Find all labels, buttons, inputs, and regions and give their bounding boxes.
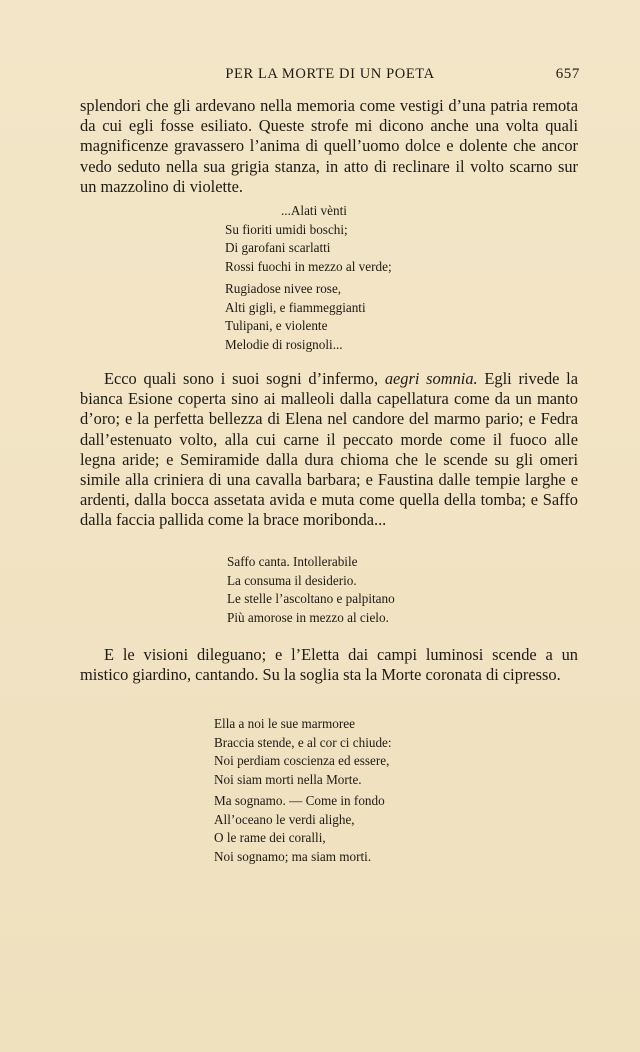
paragraph-1: splendori che gli ardevano nella memoria come vestigi d’una patria remota da cui egli fosse esiliato. Queste strofe mi dicono anche una volta quali magnificenze gravassero l’anima di quell’uomo dolce e dolente che ancor vedo seduto nella sua grigia stanza, in atto di reclinare il volto scarno sur un mazzolino di violette. [80,96,578,196]
verse-line: La consuma il desiderio. [227,572,357,588]
page-number: 657 [555,66,580,82]
paragraph-2-start: Ecco quali sono i suoi sogni d’infermo, [104,369,385,388]
verse-line: Più amorose in mezzo al cielo. [227,609,389,625]
verse-line: O le rame dei coralli, [214,830,326,845]
verse-line: Su fioriti umidi boschi; [225,221,348,237]
verse-line: Rossi fuochi in mezzo al verde; [225,258,392,274]
verse-line: Alti gigli, e fiammeggianti [225,299,366,315]
stanza-3 [227,553,395,627]
page-header [80,66,580,86]
verse-line: All’oceano le verdi alighe, [214,811,355,827]
verse-line: Noi siam morti nella Morte. [214,771,362,787]
paragraph-2 [80,369,578,531]
paragraph-3-text: E le visioni dileguano; e l’Eletta dai campi luminosi scende a un mistico giardino, cantando. Su la soglia sta la Morte coronata di cipresso. [80,645,578,685]
verse-line: Melodie di rosignoli... [225,336,343,352]
stanza-4 [214,715,392,789]
verse-line: Saffo canta. Intollerabile [227,554,358,569]
verse-line: Tulipani, e violente [225,318,328,333]
verse-line: Le stelle l’ascoltano e palpitano [227,591,395,606]
verse-line: Noi perdiam coscienza ed essere, [214,753,390,768]
stanza-5 [214,792,385,866]
paragraph-2-rest: Egli rivede la bianca Esione coperta sino ai malleoli dalla capellatura come da un manto d’oro; e la perfetta bellezza di Elena nel candore del marmo pario; e Fedra dall’estenuato volto, alla cui carne il peccato morde come il fuoco alle legna aride; e Semiramide dalla dura chioma che le scende su gli omeri simile alla criniera di una cavalla barbara; e Faustina dalle tempie larghe e ardenti, dalla bocca assetata avida e muta come quella della tomba; e Saffo dalla faccia pallida come la brace moribonda... [80,369,579,530]
verse-line: Di garofani scarlatti [225,240,331,255]
verse-line: Ma sognamo. — Come in fondo [214,793,385,808]
stanza-1 [225,202,392,276]
italic-phrase: aegri somnia. [384,369,478,388]
running-title: PER LA MORTE DI UN POETA [225,66,435,82]
verse-line: ...Alati vènti [281,203,347,218]
verse-line: Ella a noi le sue marmoree [214,716,355,731]
paragraph-3 [80,645,578,685]
verse-line: Braccia stende, e al cor ci chiude: [214,734,392,750]
stanza-2 [225,280,366,354]
verse-line: Noi sognamo; ma siam morti. [214,848,372,864]
verse-line: Rugiadose nivee rose, [225,281,342,296]
